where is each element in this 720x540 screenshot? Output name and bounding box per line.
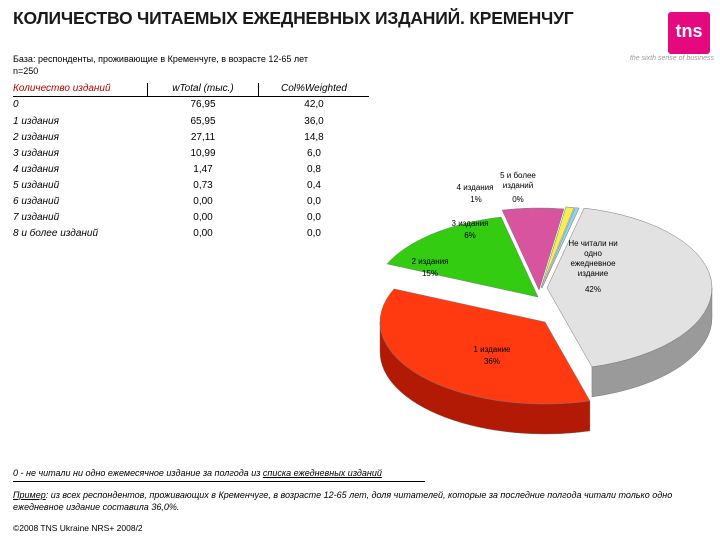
footnote-text: 0 - не читали ни одно ежемесячное издание за полгода из <box>13 468 263 478</box>
pie-slice-percent: 15% <box>421 269 439 278</box>
row-label: 7 изданий <box>13 212 60 223</box>
pie-slice-percent: 42% <box>584 285 602 294</box>
row-label: 2 издания <box>13 132 59 143</box>
page-title: КОЛИЧЕСТВО ЧИТАЕМЫХ ЕЖЕДНЕВНЫХ ИЗДАНИЙ. КРЕМЕНЧУГ <box>13 8 574 28</box>
row-label: 3 издания <box>13 148 59 159</box>
row-value-percent: 0,0 <box>307 212 321 223</box>
row-value-total: 0,73 <box>193 180 213 191</box>
footnote-link[interactable]: списка ежедневных изданий <box>262 468 382 478</box>
copyright: ©2008 TNS Ukraine NRS+ 2008/2 <box>13 523 143 533</box>
pie-slice-label: 2 издания <box>411 257 449 266</box>
base-line-2: n=250 <box>13 66 39 76</box>
row-label: 6 изданий <box>13 196 60 207</box>
row-value-total: 0,00 <box>193 212 213 223</box>
row-label: 4 издания <box>13 164 59 175</box>
row-value-percent: 6,0 <box>307 148 321 159</box>
row-label: 8 и более изданий <box>13 228 98 239</box>
row-value-total: 0,00 <box>193 228 213 239</box>
row-value-total: 27,11 <box>190 132 216 143</box>
pie-slice-percent: 1% <box>470 195 482 204</box>
row-value-percent: 14,8 <box>304 132 324 143</box>
row-value-total: 76,95 <box>190 99 216 110</box>
footnote-divider <box>13 481 425 482</box>
logo-tagline: the sixth sense of business <box>629 55 714 62</box>
row-value-percent: 0,0 <box>307 228 321 239</box>
row-label: 5 изданий <box>13 180 60 191</box>
row-label: 1 издания <box>13 116 59 127</box>
header-label: Количество изданий <box>13 83 111 94</box>
row-value-total: 0,00 <box>193 196 213 207</box>
row-value-total: 1,47 <box>193 164 213 175</box>
pie-slice-label: Не читали ни одно ежедневное издание <box>568 239 618 278</box>
row-value-total: 65,95 <box>190 116 216 127</box>
row-value-percent: 42,0 <box>304 99 324 110</box>
row-value-percent: 0,4 <box>307 180 321 191</box>
row-label: 0 <box>13 99 19 110</box>
pie-slice-label: 4 издания <box>456 183 494 192</box>
pie-slice-percent: 6% <box>464 231 476 240</box>
footnote-definition <box>13 468 382 478</box>
pie-slice-label: 3 издания <box>451 219 489 228</box>
pie-slice-percent: 36% <box>483 357 501 366</box>
pie-slice-label: 1 издание <box>473 345 511 354</box>
example-label: Пример <box>13 490 46 500</box>
example-text: : из всех респондентов, проживающих в Кременчуге, в возрасте 12-65 лет, доля читателей, которые за последние полгода читали только одно ежедневное издание составила 36,0%. <box>13 490 673 512</box>
row-value-percent: 0,0 <box>307 196 321 207</box>
header-col1: wTotal (тыс.) <box>172 83 234 94</box>
pie-slice-percent: 0% <box>512 195 524 204</box>
row-value-percent: 0,8 <box>307 164 321 175</box>
base-line-1: База: респонденты, проживающие в Кременчуге, в возрасте 12-65 лет <box>13 54 308 64</box>
row-value-percent: 36,0 <box>304 116 324 127</box>
logo-text: tns <box>675 21 703 41</box>
pie-slice-label: 5 и более изданий <box>500 171 536 190</box>
row-value-total: 10,99 <box>190 148 216 159</box>
header-col2: Col%Weighted <box>281 83 347 94</box>
footnote-example <box>13 489 703 513</box>
